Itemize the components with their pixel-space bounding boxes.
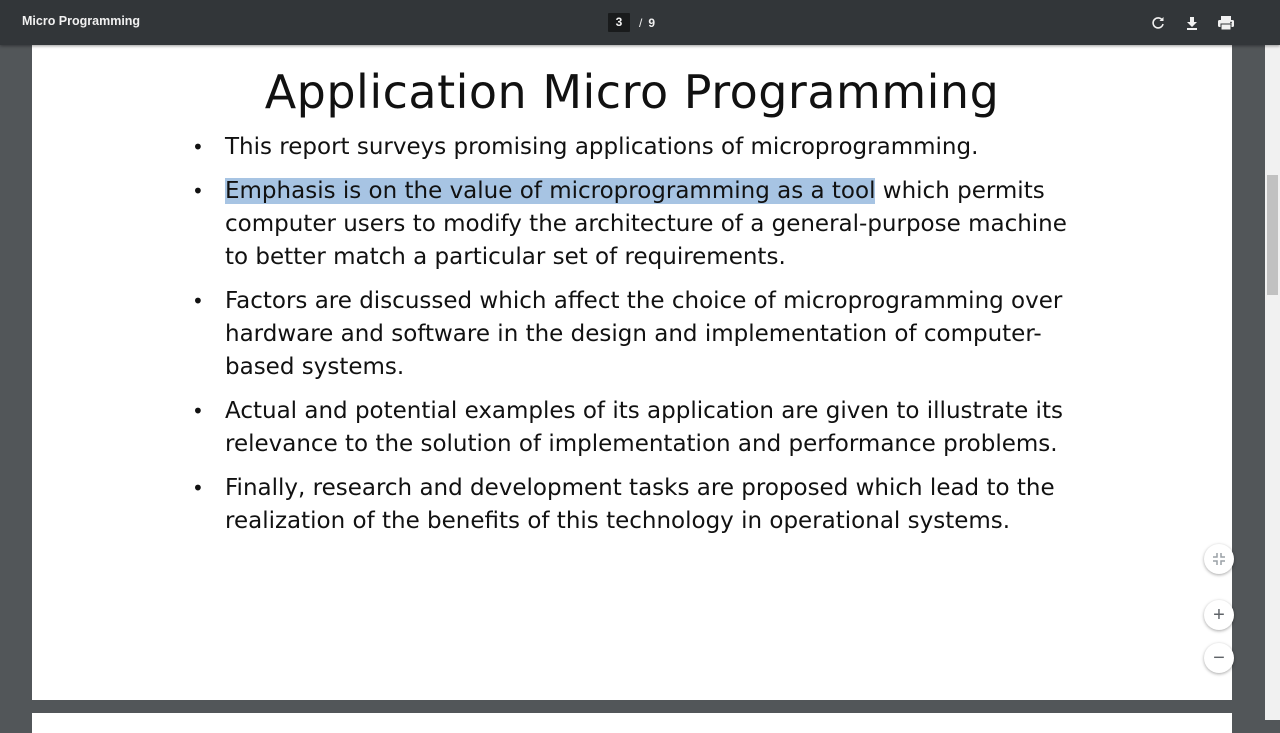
bullet-item [192,175,1072,274]
highlighted-text: Emphasis is on the value of microprogramming as a tool [225,178,876,204]
current-page-input[interactable]: 3 [608,13,630,32]
print-icon[interactable] [1216,13,1236,33]
bullet-item [192,472,1072,538]
fit-page-button[interactable] [1204,544,1234,574]
plus-icon: + [1213,603,1225,626]
page-separator: / [639,15,643,30]
rotate-icon[interactable] [1148,13,1168,33]
vertical-scrollbar[interactable] [1265,45,1280,720]
zoom-out-button[interactable] [1204,643,1234,673]
bullet-item [192,285,1072,384]
slide-title: Application Micro Programming [264,65,1000,119]
minus-icon: − [1213,646,1225,669]
bullet-text: This report surveys promising applications of microprogramming. [225,134,979,160]
bullet-list [192,131,1072,549]
zoom-in-button[interactable] [1204,600,1234,630]
fit-page-icon [1212,552,1226,566]
document-title: Micro Programming [22,14,141,28]
page-indicator [608,13,655,32]
scrollbar-thumb[interactable] [1267,175,1278,295]
bullet-text: Finally, research and development tasks are proposed which lead to the realization of the benefits of this technology in operational systems. [225,475,1055,534]
document-viewer[interactable] [0,45,1265,720]
bullet-text: which permits computer users to modify the architecture of a general-purpose machine to better match a particular set of requirements. [225,178,1067,270]
total-pages: 9 [648,15,656,30]
next-pdf-page [32,713,1232,733]
bullet-item [192,395,1072,461]
pdf-page [32,45,1232,700]
download-icon[interactable] [1182,13,1202,33]
bullet-text: Factors are discussed which affect the choice of microprogramming over hardware and software in the design and implementation of computer-based systems. [225,288,1063,380]
pdf-toolbar [0,0,1280,45]
bullet-text: Actual and potential examples of its application are given to illustrate its relevance to the solution of implementation and performance problems. [225,398,1063,457]
bullet-item [192,131,1072,164]
